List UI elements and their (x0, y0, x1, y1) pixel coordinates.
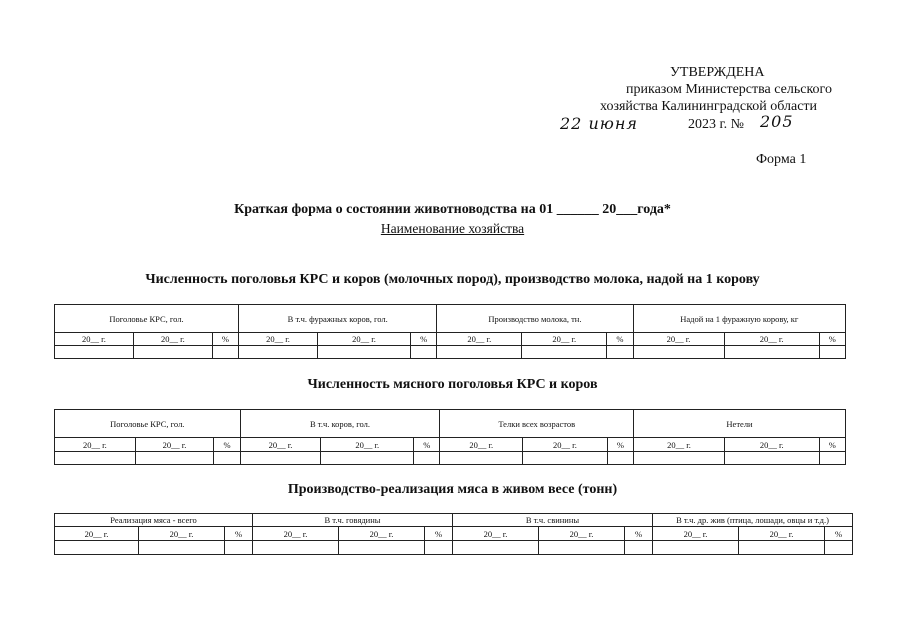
data-cell (440, 452, 523, 465)
approval-heading: УТВЕРЖДЕНА (670, 65, 765, 80)
percent-header: % (214, 438, 240, 452)
data-cell (522, 346, 607, 359)
data-cell (225, 541, 253, 555)
approval-year: 2023 г. № (688, 117, 745, 132)
table-beef (54, 409, 846, 465)
handwritten-number: 205 (760, 112, 794, 131)
data-cell (539, 541, 625, 555)
data-cell (739, 541, 825, 555)
year-header: 20__ г. (339, 527, 425, 541)
year-header: 20__ г. (634, 438, 725, 452)
year-header: 20__ г. (239, 333, 318, 346)
data-cell (253, 541, 339, 555)
data-cell (321, 452, 414, 465)
data-cell (339, 541, 425, 555)
year-header: 20__ г. (139, 527, 225, 541)
farm-name: Наименование хозяйства (380, 221, 525, 236)
data-cell (55, 346, 134, 359)
group-header: Реализация мяса - всего (55, 514, 253, 527)
data-cell (437, 346, 522, 359)
year-header: 20__ г. (724, 333, 819, 346)
data-cell (135, 452, 214, 465)
data-cell (819, 452, 845, 465)
year-header: 20__ г. (739, 527, 825, 541)
approval-line-ministry: хозяйства Калининградской области (600, 99, 818, 114)
percent-header: % (414, 438, 440, 452)
group-header: Поголовье КРС, гол. (55, 410, 241, 438)
year-header: 20__ г. (55, 333, 134, 346)
year-header: 20__ г. (240, 438, 321, 452)
percent-header: % (819, 438, 845, 452)
approval-line-order: приказом Министерства сельского (626, 82, 832, 97)
group-header: В т.ч. говядины (253, 514, 453, 527)
data-cell (55, 452, 136, 465)
year-header: 20__ г. (55, 527, 139, 541)
approval-block (560, 64, 860, 135)
year-header: 20__ г. (55, 438, 136, 452)
farm-name-line (0, 221, 905, 237)
form-label: Форма 1 (756, 152, 807, 167)
year-header: 20__ г. (633, 333, 724, 346)
data-cell (634, 452, 725, 465)
year-header: 20__ г. (253, 527, 339, 541)
year-header: 20__ г. (539, 527, 625, 541)
section-title-meat: Производство-реализация мяса в живом весе (тонн) (287, 482, 618, 497)
data-cell (414, 452, 440, 465)
year-header: 20__ г. (437, 333, 522, 346)
data-cell (139, 541, 225, 555)
year-header: 20__ г. (133, 333, 212, 346)
percent-header: % (425, 527, 453, 541)
data-cell (825, 541, 853, 555)
percent-header: % (225, 527, 253, 541)
year-header: 20__ г. (317, 333, 410, 346)
data-cell (607, 452, 633, 465)
section-title-dairy: Численность поголовья КРС и коров (молочных пород), производство молока, надой на 1 корову (145, 272, 760, 287)
data-cell (523, 452, 608, 465)
approval-date-line (560, 112, 860, 135)
group-header: Поголовье КРС, гол. (55, 305, 239, 333)
table-dairy (54, 304, 846, 359)
percent-header: % (607, 333, 633, 346)
data-cell (317, 346, 410, 359)
data-cell (133, 346, 212, 359)
group-header: В т.ч. свинины (453, 514, 653, 527)
year-header: 20__ г. (522, 333, 607, 346)
year-header: 20__ г. (724, 438, 819, 452)
data-cell (724, 452, 819, 465)
data-cell (411, 346, 437, 359)
percent-header: % (819, 333, 845, 346)
data-cell (239, 346, 318, 359)
data-cell (607, 346, 633, 359)
section-title-beef: Численность мясного поголовья КРС и коров (307, 377, 598, 392)
data-cell (214, 452, 240, 465)
data-cell (453, 541, 539, 555)
year-header: 20__ г. (135, 438, 214, 452)
year-header: 20__ г. (453, 527, 539, 541)
data-cell (55, 541, 139, 555)
form-title: Краткая форма о состоянии животноводства на 01 ______ 20___года* (234, 202, 671, 217)
group-header: Нетели (634, 410, 846, 438)
percent-header: % (607, 438, 633, 452)
data-cell (625, 541, 653, 555)
group-header: Телки всех возрастов (440, 410, 634, 438)
year-header: 20__ г. (440, 438, 523, 452)
data-cell (425, 541, 453, 555)
group-header: В т.ч. фуражных коров, гол. (239, 305, 437, 333)
group-header: В т.ч. др. жив (птица, лошади, овцы и т.д.) (653, 514, 853, 527)
data-cell (653, 541, 739, 555)
table-meat (54, 513, 853, 555)
data-cell (819, 346, 845, 359)
percent-header: % (212, 333, 238, 346)
data-cell (724, 346, 819, 359)
percent-header: % (625, 527, 653, 541)
year-header: 20__ г. (321, 438, 414, 452)
year-header: 20__ г. (653, 527, 739, 541)
data-cell (240, 452, 321, 465)
group-header: Производство молока, тн. (437, 305, 633, 333)
year-header: 20__ г. (523, 438, 608, 452)
handwritten-date: 22 июня (560, 114, 638, 133)
data-cell (633, 346, 724, 359)
group-header: Надой на 1 фуражную корову, кг (633, 305, 845, 333)
percent-header: % (411, 333, 437, 346)
percent-header: % (825, 527, 853, 541)
data-cell (212, 346, 238, 359)
group-header: В т.ч. коров, гол. (240, 410, 440, 438)
